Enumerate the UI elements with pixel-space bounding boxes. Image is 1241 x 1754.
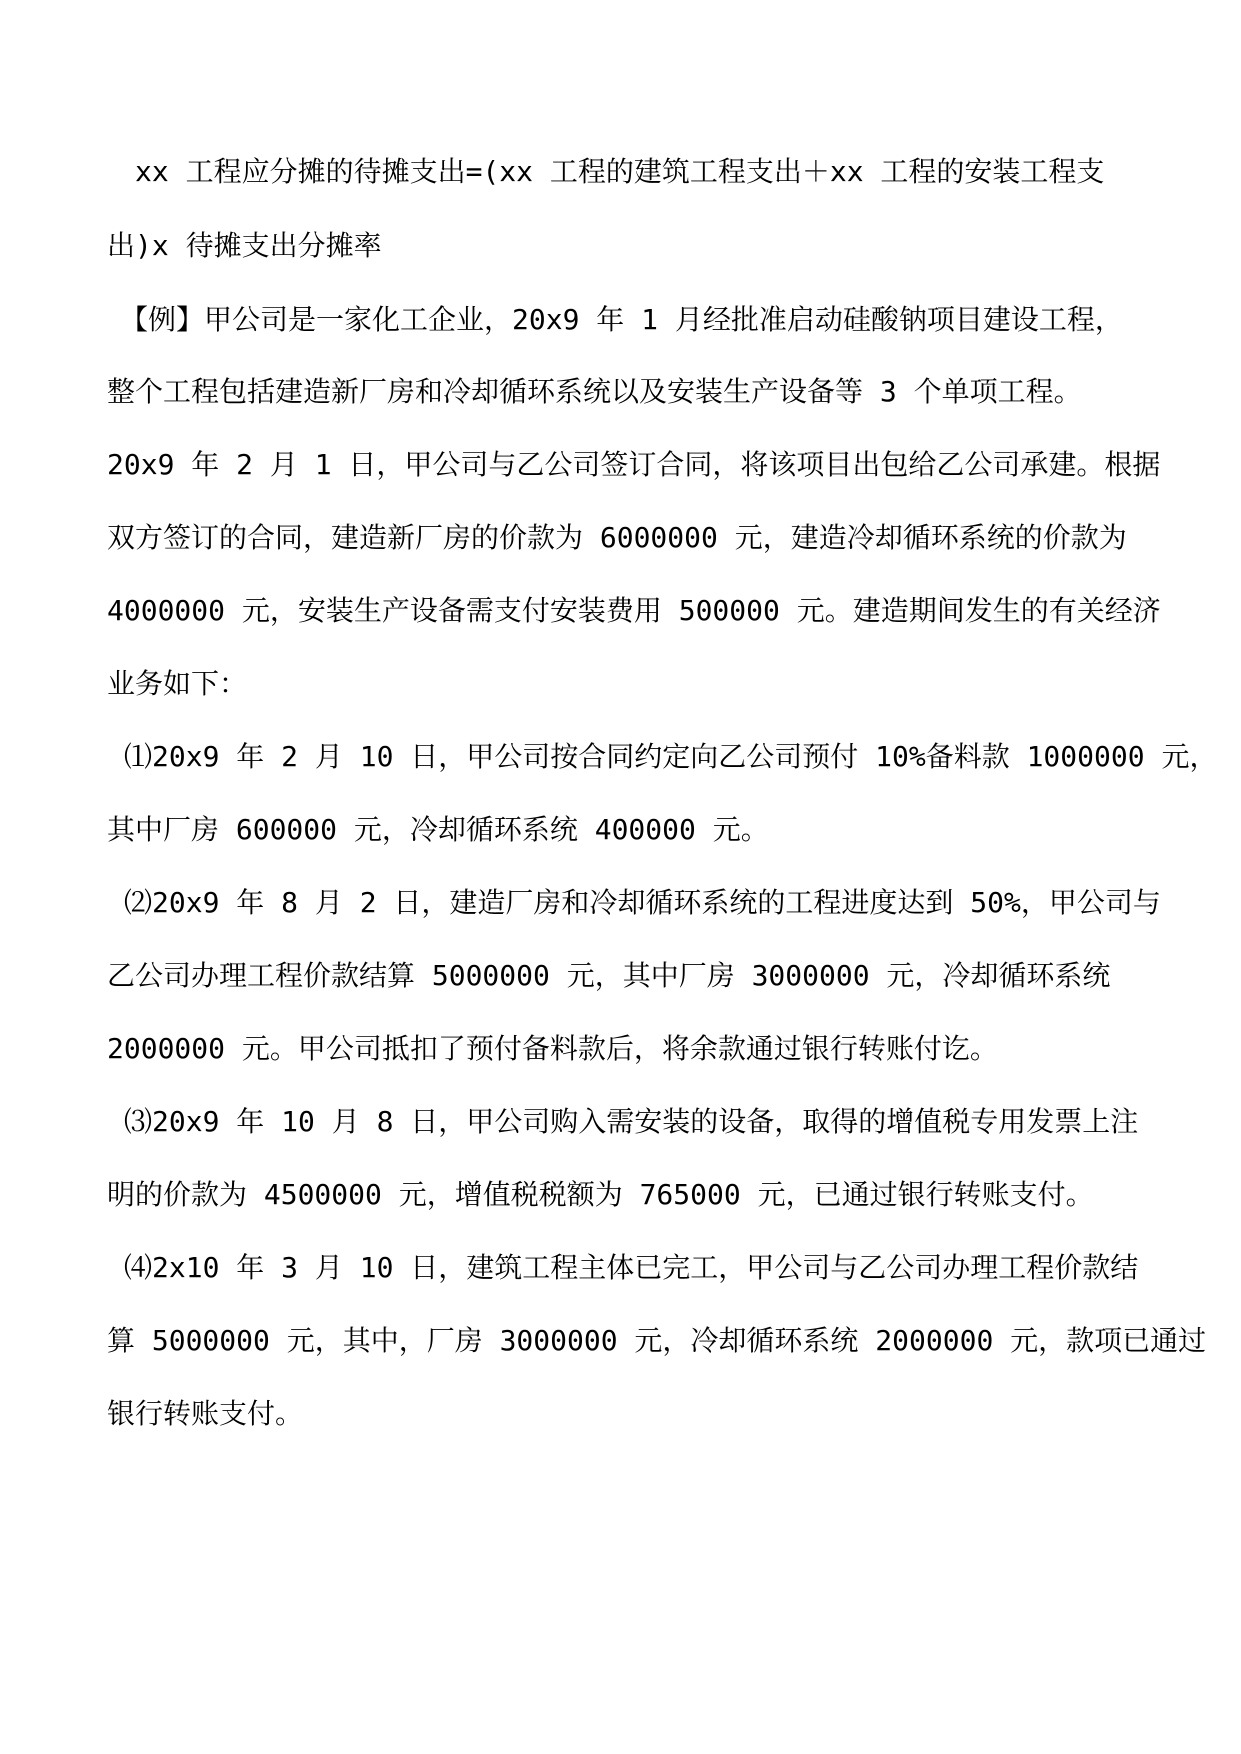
text-line: 业务如下： bbox=[107, 667, 248, 700]
text-line: 其中厂房 600000 元，冷却循环系统 400000 元。 bbox=[107, 813, 769, 846]
text-line: 20x9 年 2 月 1 日，甲公司与乙公司签订合同，将该项目出包给乙公司承建。根据 bbox=[107, 448, 1161, 481]
text-line: ⑶20x9 年 10 月 8 日，甲公司购入需安装的设备，取得的增值税专用发票上注 bbox=[124, 1105, 1139, 1138]
text-line: ⑵20x9 年 8 月 2 日，建造厂房和冷却循环系统的工程进度达到 50%，甲公司与 bbox=[124, 886, 1161, 919]
text-line: 算 5000000 元，其中，厂房 3000000 元，冷却循环系统 2000000 元，款项已通过 bbox=[107, 1324, 1207, 1357]
text-line: 4000000 元，安装生产设备需支付安装费用 500000 元。建造期间发生的有关经济 bbox=[107, 594, 1161, 627]
text-line: ⑷2x10 年 3 月 10 日，建筑工程主体已完工，甲公司与乙公司办理工程价款结 bbox=[124, 1251, 1139, 1284]
text-line: 整个工程包括建造新厂房和冷却循环系统以及安装生产设备等 3 个单项工程。 bbox=[107, 375, 1082, 408]
text-line: 2000000 元。甲公司抵扣了预付备料款后，将余款通过银行转账付讫。 bbox=[107, 1032, 998, 1065]
text-line: 银行转账支付。 bbox=[107, 1397, 304, 1430]
text-line: 明的价款为 4500000 元，增值税税额为 765000 元，已通过银行转账支付。 bbox=[107, 1178, 1094, 1211]
text-line: ⑴20x9 年 2 月 10 日，甲公司按合同约定向乙公司预付 10%备料款 1000000 元， bbox=[124, 740, 1218, 773]
text-line: 出)x 待摊支出分摊率 bbox=[107, 229, 382, 262]
text-line: 【例】甲公司是一家化工企业，20x9 年 1 月经批准启动硅酸钠项目建设工程， bbox=[120, 303, 1123, 336]
text-line: 乙公司办理工程价款结算 5000000 元，其中厂房 3000000 元，冷却循环系统 bbox=[107, 959, 1111, 992]
text-line: xx 工程应分摊的待摊支出=(xx 工程的建筑工程支出＋xx 工程的安装工程支 bbox=[135, 155, 1105, 188]
text-line: 双方签订的合同，建造新厂房的价款为 6000000 元，建造冷却循环系统的价款为 bbox=[107, 521, 1127, 554]
